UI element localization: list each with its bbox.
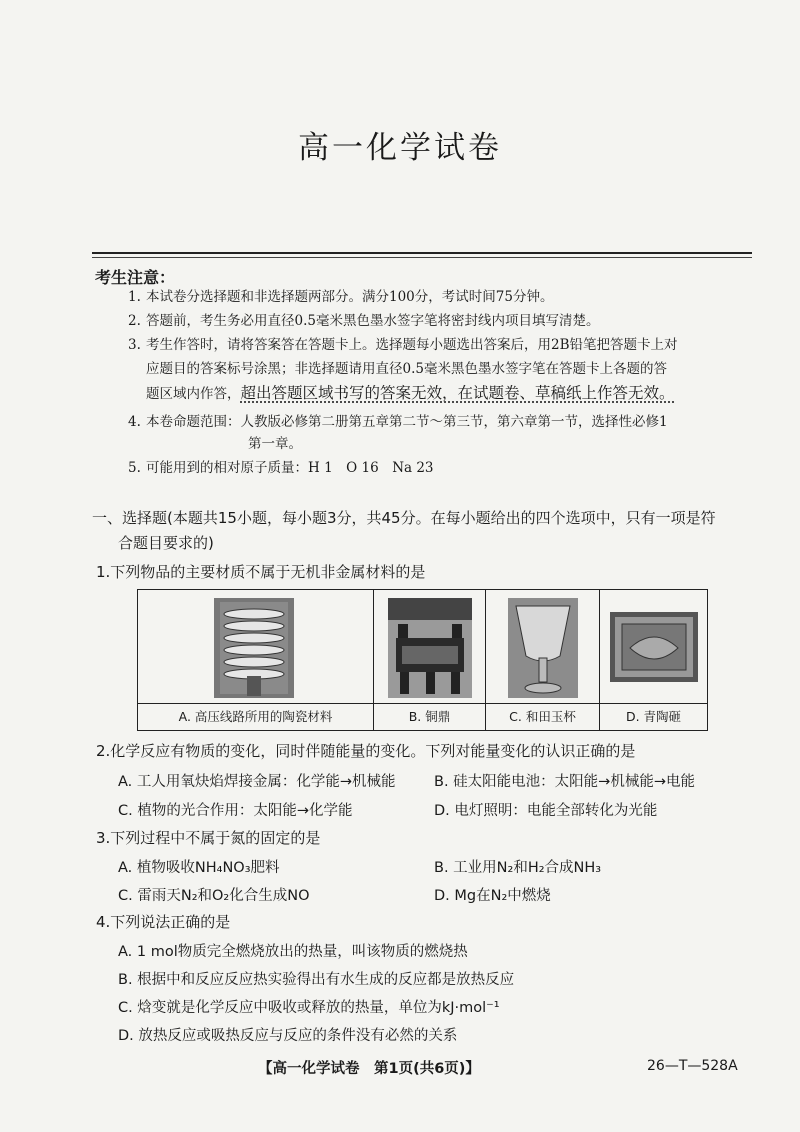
option-d-cell (600, 590, 707, 730)
option-d-caption: D. 青陶砸 (625, 709, 682, 724)
question-2-stem: 2.化学反应有物质的变化，同时伴随能量的变化。下列对能量变化的认识正确的是 (96, 742, 636, 760)
question-4-option-b: B. 根据中和反应反应热实验得出有水生成的反应都是放热反应 (118, 972, 515, 988)
question-2-option-d: D. 电灯照明：电能全部转化为光能 (434, 803, 658, 819)
notice-text: 第一章。 (248, 436, 302, 452)
page-title: 高一化学试卷 (298, 130, 502, 166)
question-1-stem: 1.下列物品的主要材质不属于无机非金属材料的是 (96, 563, 426, 581)
question-2-option-c: C. 植物的光合作用：太阳能→化学能 (118, 803, 353, 819)
option-c-cell (486, 590, 600, 730)
section-heading (92, 506, 757, 556)
option-c-caption: C. 和田玉杯 (509, 709, 576, 724)
option-b-caption: B. 铜鼎 (408, 709, 451, 724)
notice-text: 答题前，考生务必用直径0.5毫米黑色墨水签字笔将密封线内项目填写清楚。 (146, 313, 600, 329)
question-2-option-a: A. 工人用氧炔焰焊接金属：化学能→机械能 (118, 774, 396, 790)
header-rule-thin (92, 257, 752, 258)
notice-num: 4. (128, 414, 141, 430)
question-2-option-b: B. 硅太阳能电池：太阳能→机械能→电能 (434, 774, 695, 790)
section-line-2: 合题目要求的) (118, 534, 214, 552)
notice-num: 3. (128, 337, 141, 353)
question-3-option-c: C. 雷雨天N₂和O₂化合生成NO (118, 888, 310, 904)
option-a-caption: A. 高压线路所用的陶瓷材料 (178, 709, 333, 724)
notice-text: 应题目的答案标号涂黑；非选择题请用直径0.5毫米黑色墨水签字笔在答题卡上各题的答 (146, 361, 667, 377)
notice-text: 本试卷分选择题和非选择题两部分。满分100分，考试时间75分钟。 (146, 289, 554, 305)
notice-text: 题区域内作答， (146, 386, 241, 402)
header-rule-thick (92, 252, 752, 254)
option-b-cell (374, 590, 486, 730)
notice-emphasis: 超出答题区域书写的答案无效，在试题卷、草稿纸上作答无效。 (240, 384, 675, 402)
notice-num: 2. (128, 313, 141, 329)
exam-code: 26—T—528A (647, 1058, 738, 1074)
question-4-option-a: A. 1 mol物质完全燃烧放出的热量，叫该物质的燃烧热 (118, 944, 468, 960)
notice-text: 本卷命题范围：人教版必修第二册第五章第二节～第三节，第六章第一节，选择性必修1 (146, 414, 668, 430)
question-4-option-c: C. 焓变就是化学反应中吸收或释放的热量，单位为kJ·mol⁻¹ (118, 1000, 500, 1016)
question-3-option-b: B. 工业用N₂和H₂合成NH₃ (434, 860, 602, 876)
ceramic-insulator-image (214, 598, 294, 698)
page-footer: 【高一化学试卷 第1页(共6页)】 (258, 1061, 480, 1077)
notice-text: 考生作答时，请将答案答在答题卡上。选择题每小题选出答案后，用2B铅笔把答题卡上对 (146, 337, 678, 353)
question-3-stem: 3.下列过程中不属于氮的固定的是 (96, 829, 321, 847)
question-3-option-a: A. 植物吸收NH₄NO₃肥料 (118, 860, 280, 876)
notice-num: 5. (128, 460, 141, 476)
bronze-ding-image (388, 598, 472, 698)
notice-num: 1. (128, 289, 141, 305)
jade-cup-image (508, 598, 578, 698)
question-3-option-d: D. Mg在N₂中燃烧 (434, 888, 551, 904)
question-4-option-d: D. 放热反应或吸热反应与反应的条件没有必然的关系 (118, 1028, 458, 1044)
notice-heading: 考生注意： (95, 268, 176, 287)
notice-text: 可能用到的相对原子质量：H 1 O 16 Na 23 (146, 460, 434, 476)
question-4-stem: 4.下列说法正确的是 (96, 913, 231, 931)
ceramic-tile-image (610, 612, 698, 682)
section-line-1: 一、选择题(本题共15小题，每小题3分，共45分。在每小题给出的四个选项中，只有一项是符 (92, 509, 716, 527)
question-1-picture-table (137, 589, 708, 731)
option-a-cell (138, 590, 374, 730)
